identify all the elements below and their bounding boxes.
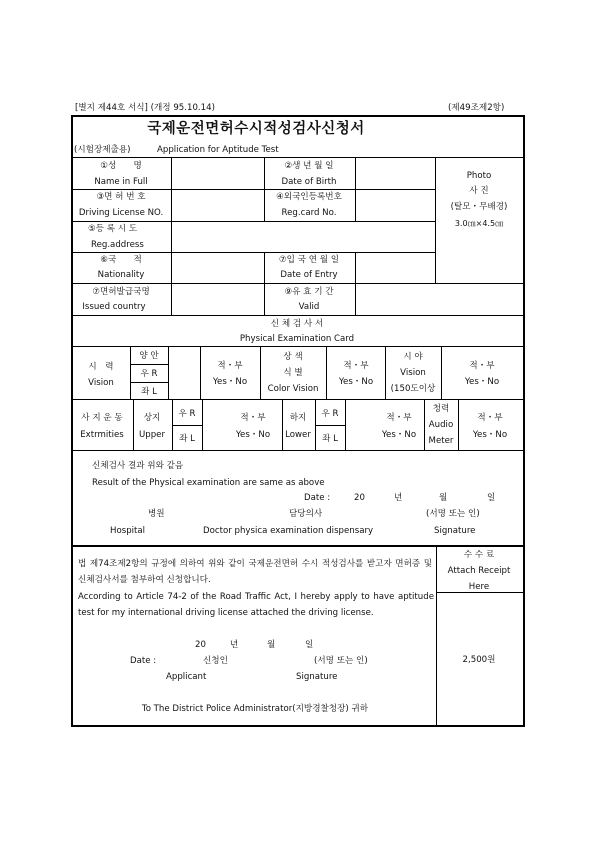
result-year: 20 xyxy=(354,493,365,503)
app-sign-ko: (서명 또는 인) xyxy=(314,656,368,666)
vision-left-eye: 좌 L xyxy=(141,387,157,397)
grid-line xyxy=(264,252,265,315)
result-line-ko: 신체검사 결과 위와 같음 xyxy=(92,461,184,471)
color-label-ko1: 상 색 xyxy=(283,352,303,362)
upper-label-ko: 상지 xyxy=(143,413,161,423)
name-label-ko: ①성 명 xyxy=(100,161,142,171)
app-date-label: Date : xyxy=(130,656,157,666)
address-label-en: Reg.address xyxy=(91,240,144,250)
article-ref: (제49조제2항) xyxy=(448,103,505,113)
exam-submission-note: (시험장제출용) xyxy=(74,145,131,155)
grid-line xyxy=(424,399,425,450)
dob-field[interactable] xyxy=(356,158,434,188)
lower-pass-en[interactable]: Yes・No xyxy=(381,430,417,440)
fee-label-ko: 수 수 료 xyxy=(463,550,495,560)
photo-size: 3.0㎝×4.5㎝ xyxy=(454,219,504,228)
address-label-ko: ⑤등 록 시 도 xyxy=(88,224,138,234)
grid-line xyxy=(130,346,131,399)
audio-label-en1: Audio xyxy=(428,420,454,430)
page-title: 국제운전면허수시적성검사신청서 xyxy=(147,121,365,137)
field-pass-en[interactable]: Yes・No xyxy=(464,377,500,387)
dob-label-ko: ②생 년 월 일 xyxy=(284,161,334,171)
exam-card-title-ko: 신 체 검 사 서 xyxy=(270,319,324,329)
grid-line xyxy=(130,364,168,365)
grid-line xyxy=(282,399,283,450)
nationality-field[interactable] xyxy=(172,253,263,282)
hospital-label-en: Hospital xyxy=(110,526,146,536)
license-label-ko: ③면 허 번 호 xyxy=(96,192,146,202)
color-label-en: Color Vision xyxy=(267,384,319,394)
license-field[interactable] xyxy=(172,190,263,220)
issued-label-en: Issued country xyxy=(82,302,146,312)
upper-pass-en[interactable]: Yes・No xyxy=(235,430,271,440)
upper-label-en: Upper xyxy=(138,430,166,440)
app-sign-en: Signature xyxy=(296,672,338,682)
fee-amount: 2,500원 xyxy=(462,655,496,665)
application-text-ko: 법 제74조제2항의 규정에 의하여 위와 같이 국제운전면허 수시 적성검사를 받고자 면허증 및 신체검사서를 첨부하여 신청합니다. xyxy=(78,559,432,585)
doctor-label-en: Doctor physica examination dispensary xyxy=(203,526,374,536)
applicant-label-en: Applicant xyxy=(166,672,207,682)
regcard-label-en: Reg.card No. xyxy=(281,208,337,218)
grid-line xyxy=(326,346,327,399)
grid-line xyxy=(260,346,261,399)
result-date-label: Date : xyxy=(304,493,331,503)
grid-line xyxy=(200,346,201,399)
grid-line xyxy=(441,346,442,399)
upper-right: 우 R xyxy=(178,409,196,419)
photo-note: (탈모・무배경) xyxy=(450,202,508,212)
audio-label-en2: Meter xyxy=(428,436,454,446)
doctor-label-ko: 담당의사 xyxy=(289,509,323,519)
audio-pass-en[interactable]: Yes・No xyxy=(472,430,508,440)
valid-label-en: Valid xyxy=(298,302,320,312)
result-day-unit: 일 xyxy=(487,493,496,503)
extremities-label-ko: 사 지 운 동 xyxy=(81,413,123,423)
vision-label-en: Vision xyxy=(88,378,114,388)
lower-left: 좌 L xyxy=(322,434,338,444)
vision-right-eye: 우 R xyxy=(140,369,158,379)
photo-label-ko: 사 진 xyxy=(469,186,489,196)
grid-line xyxy=(202,399,203,450)
grid-line xyxy=(72,399,524,400)
name-label-en: Name in Full xyxy=(94,177,148,187)
valid-label-ko: ⑨유 효 기 간 xyxy=(284,287,334,297)
grid-line xyxy=(385,346,386,399)
vision-pass-ko: 적・부 xyxy=(217,361,243,371)
field-label-en: Vision xyxy=(400,368,426,378)
grid-line xyxy=(133,399,134,450)
subtitle-english: Application for Aptitude Test xyxy=(157,145,279,155)
regcard-field[interactable] xyxy=(356,190,434,220)
result-sign-ko: (서명 또는 인) xyxy=(426,509,480,519)
fee-label-en2: Here xyxy=(468,582,490,592)
upper-pass-ko: 적・부 xyxy=(240,413,266,423)
lower-right: 우 R xyxy=(321,409,339,419)
vision-both-eyes: 양 안 xyxy=(139,351,159,361)
addressee: To The District Police Administrator(지방경찰청장) 귀하 xyxy=(141,704,369,714)
license-label-en: Driving License NO. xyxy=(78,208,164,218)
address-field[interactable] xyxy=(172,222,434,251)
result-line-en: Result of the Physical examination are same as above xyxy=(92,478,325,488)
grid-line xyxy=(172,425,202,426)
upper-left: 좌 L xyxy=(179,434,195,444)
extremities-label-en: Extrmities xyxy=(80,430,124,440)
grid-line xyxy=(458,399,459,450)
audio-label-ko: 청력 xyxy=(432,404,450,414)
vision-pass-en[interactable]: Yes・No xyxy=(212,377,248,387)
grid-line xyxy=(72,346,524,347)
color-pass-ko: 적・부 xyxy=(343,361,369,371)
name-field[interactable] xyxy=(172,158,263,188)
frame-left xyxy=(71,115,73,727)
grid-line xyxy=(264,157,265,221)
application-text-en: According to Article 74-2 of the Road Traffic Act, I hereby apply to have aptitude test for my international driving license attached the driving license. xyxy=(78,592,434,618)
entry-field[interactable] xyxy=(356,253,434,282)
fee-label-en1: Attach Receipt xyxy=(447,566,511,576)
vision-label-ko: 시 력 xyxy=(88,362,114,372)
frame-right xyxy=(523,115,525,727)
app-year: 20 xyxy=(195,640,206,650)
field-pass-ko: 적・부 xyxy=(469,361,495,371)
audio-pass-ko: 적・부 xyxy=(477,413,503,423)
app-month-unit: 월 xyxy=(267,640,276,650)
grid-line xyxy=(345,399,346,450)
result-year-unit: 년 xyxy=(394,493,403,503)
field-degree: (150도이상 xyxy=(390,384,436,394)
applicant-label-ko: 신청인 xyxy=(203,656,228,666)
field-label-ko: 시 야 xyxy=(403,352,423,362)
dob-label-en: Date of Birth xyxy=(281,177,337,187)
issued-field[interactable] xyxy=(172,284,263,314)
photo-box[interactable] xyxy=(436,158,522,282)
app-day-unit: 일 xyxy=(305,640,314,650)
grid-line xyxy=(72,315,524,316)
section-divider xyxy=(72,545,524,547)
photo-label-en: Photo xyxy=(466,171,492,181)
app-year-unit: 년 xyxy=(230,640,239,650)
hospital-label-ko: 병원 xyxy=(148,509,165,519)
result-month-unit: 월 xyxy=(439,493,448,503)
grid-line xyxy=(315,425,345,426)
receipt-attach-area[interactable] xyxy=(437,593,522,724)
valid-field[interactable] xyxy=(356,284,522,314)
color-label-ko2: 식 별 xyxy=(283,368,303,378)
entry-label-en: Date of Entry xyxy=(280,270,338,280)
nationality-label-en: Nationality xyxy=(97,270,145,280)
result-sign-en: Signature xyxy=(434,526,476,536)
regcard-label-ko: ④외국인등록번호 xyxy=(276,192,342,202)
nationality-label-ko: ⑥국 적 xyxy=(100,255,142,265)
color-pass-en[interactable]: Yes・No xyxy=(338,377,374,387)
issued-label-ko: ⑦면허발급국명 xyxy=(92,287,150,297)
frame-bottom xyxy=(71,725,525,727)
grid-line xyxy=(168,346,169,399)
grid-line xyxy=(72,450,524,451)
lower-pass-ko: 적・부 xyxy=(386,413,412,423)
exam-card-title-en: Physical Examination Card xyxy=(239,334,355,344)
lower-label-en: Lower xyxy=(285,430,311,440)
form-number: [별지 제44호 서식] (개정 95.10.14) xyxy=(75,103,215,113)
entry-label-ko: ⑦입 국 연 월 일 xyxy=(278,255,340,265)
lower-label-ko: 하지 xyxy=(289,413,307,423)
frame-top xyxy=(71,115,525,117)
grid-line xyxy=(130,382,168,383)
